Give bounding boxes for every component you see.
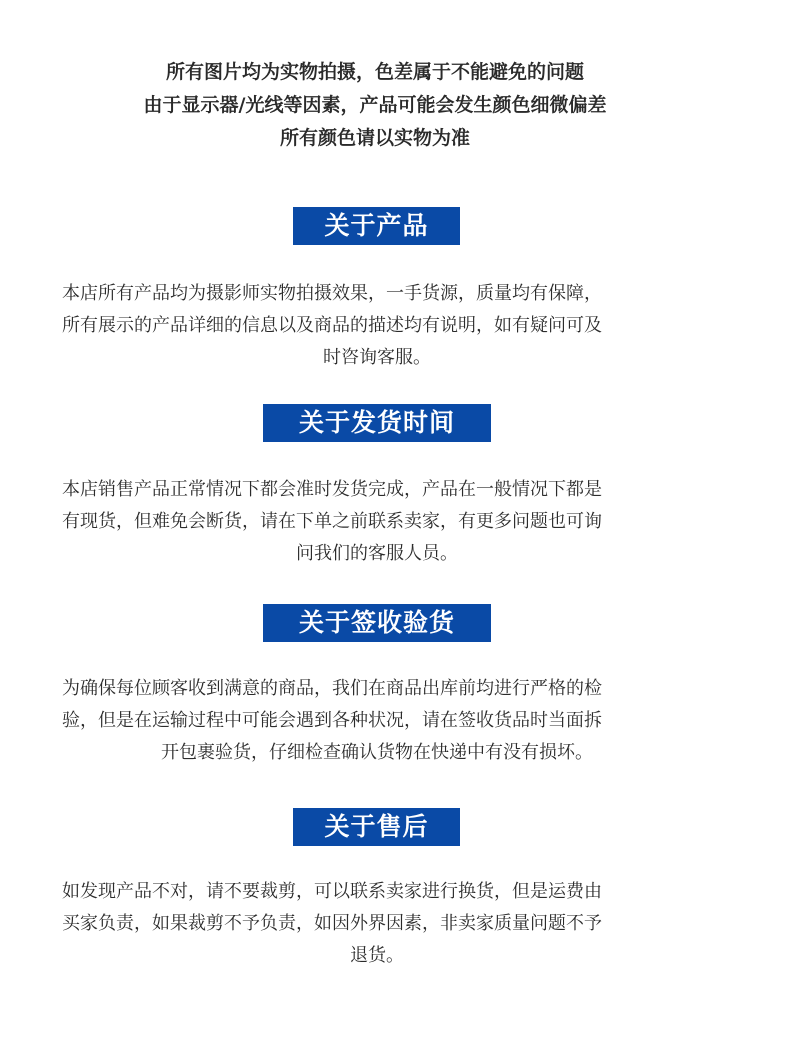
body-line: 开包裹验货，仔细检查确认货物在快递中有没有损坏。: [161, 742, 593, 763]
disclaimer-line-2: 由于显示器/光线等因素，产品可能会发生颜色细微偏差: [143, 94, 607, 116]
section-title-product: 关于产品: [293, 207, 460, 245]
body-line: 时咨询客服。: [323, 347, 431, 368]
body-line: 退货。: [350, 945, 404, 966]
disclaimer-line-3: 所有颜色请以实物为准: [279, 127, 470, 149]
body-line: 本店销售产品正常情况下都会准时发货完成，产品在一般情况下都是: [62, 479, 602, 500]
body-line: 买家负责，如果裁剪不予负责，如因外界因素，非卖家质量问题不予: [62, 913, 602, 934]
section-body-receipt-inspection: [62, 673, 692, 769]
body-line: 有现货，但难免会断货，请在下单之前联系卖家，有更多问题也可询: [62, 511, 602, 532]
body-line: 如发现产品不对，请不要裁剪，可以联系卖家进行换货，但是运费由: [62, 881, 602, 902]
body-line: 问我们的客服人员。: [296, 543, 458, 564]
section-title-after-sales: 关于售后: [293, 808, 460, 846]
photo-disclaimer: [0, 56, 750, 155]
disclaimer-line-1: 所有图片均为实物拍摄，色差属于不能避免的问题: [165, 61, 584, 83]
body-line: 所有展示的产品详细的信息以及商品的描述均有说明，如有疑问可及: [62, 315, 602, 336]
section-title-receipt-inspection: 关于签收验货: [263, 604, 491, 642]
section-body-product: [62, 278, 692, 374]
section-title-shipping-time: 关于发货时间: [263, 404, 491, 442]
section-body-shipping-time: [62, 474, 692, 570]
body-line: 验，但是在运输过程中可能会遇到各种状况，请在签收货品时当面拆: [62, 710, 602, 731]
section-body-after-sales: [62, 876, 692, 972]
body-line: 为确保每位顾客收到满意的商品，我们在商品出库前均进行严格的检: [62, 678, 602, 699]
body-line: 本店所有产品均为摄影师实物拍摄效果，一手货源，质量均有保障，: [62, 283, 602, 304]
